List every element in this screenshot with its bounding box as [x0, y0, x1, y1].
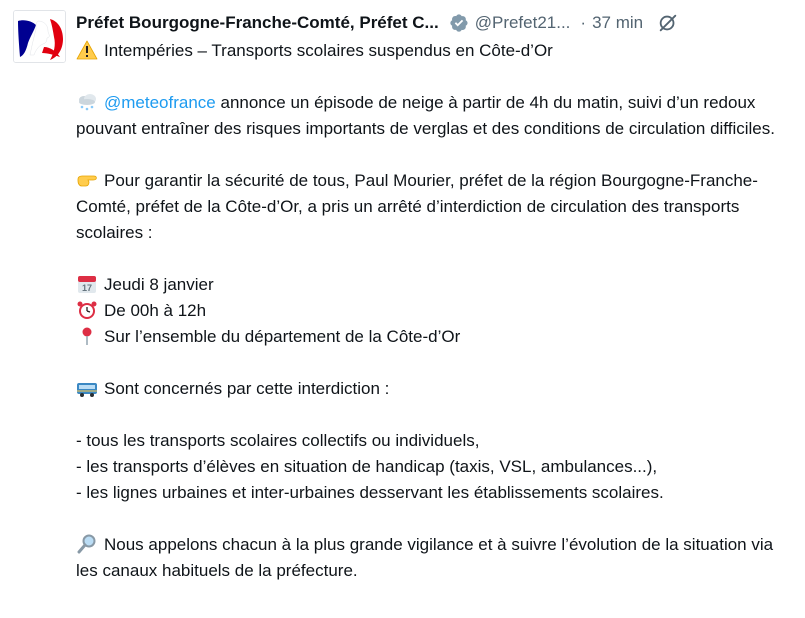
spacer: [76, 350, 796, 376]
avatar[interactable]: [13, 10, 66, 63]
info-location: [76, 324, 796, 350]
calendar-emoji: [76, 274, 98, 294]
bus-emoji: [76, 378, 98, 398]
svg-text:17: 17: [81, 283, 93, 293]
concerned-line: [76, 376, 796, 402]
spacer: [76, 506, 796, 532]
paragraph-decree-text: Pour garantir la sécurité de tous, Paul Mourier, préfet de la région Bourgogne-Franche-Comté, préfet de la Côte-d’Or, a pris un arrêté d’interdiction de circulation des transports scolaires :: [76, 171, 758, 242]
spacer: [76, 402, 796, 428]
spacer: [76, 142, 796, 168]
paragraph-weather-text: annonce un épisode de neige à partir de 4h du matin, suivi d’un redoux pouvant entraîner des risques importants de verglas et des conditions de circulation difficiles.: [76, 93, 775, 138]
info-date: [76, 272, 796, 298]
warning-emoji: [76, 40, 98, 60]
list-item: - tous les transports scolaires collectifs ou individuels,: [76, 431, 480, 450]
info-time-text: De 00h à 12h: [104, 301, 207, 320]
paragraph-closing: [76, 532, 796, 584]
pointing-hand-emoji: [76, 170, 98, 190]
verified-gray-badge-icon[interactable]: [449, 13, 469, 33]
spacer: [76, 246, 796, 272]
headline-line: [76, 38, 796, 64]
snow-cloud-emoji: [76, 92, 98, 112]
round-pin-emoji: [76, 326, 98, 346]
magnifier-emoji: [76, 534, 98, 554]
spacer: [76, 64, 796, 90]
grok-icon[interactable]: [657, 12, 679, 34]
tweet-timestamp[interactable]: 37 min: [592, 13, 644, 32]
marianne-logo-icon: [14, 11, 66, 63]
tweet-body: [76, 38, 796, 584]
headline-text: Intempéries – Transports scolaires suspendus en Côte-d’Or: [104, 41, 553, 60]
header-separator: ·: [580, 13, 587, 32]
paragraph-closing-text: Nous appelons chacun à la plus grande vigilance et à suivre l’évolution de la situation via les canaux habituels de la préfecture.: [76, 535, 774, 580]
paragraph-decree: [76, 168, 796, 246]
info-location-text: Sur l’ensemble du département de la Côte-d’Or: [104, 327, 461, 346]
tweet-header: [76, 10, 679, 36]
author-name[interactable]: Préfet Bourgogne-Franche-Comté, Préfet C...: [76, 13, 439, 32]
info-date-text: Jeudi 8 janvier: [104, 275, 214, 294]
info-time: [76, 298, 796, 324]
alarm-clock-emoji: [76, 300, 98, 320]
concerned-text: Sont concernés par cette interdiction :: [104, 379, 390, 398]
list-item: - les lignes urbaines et inter-urbaines desservant les établissements scolaires.: [76, 483, 664, 502]
author-handle[interactable]: @Prefet21...: [474, 13, 571, 32]
list-item: - les transports d’élèves en situation de handicap (taxis, VSL, ambulances...),: [76, 457, 658, 476]
mention-link[interactable]: @meteofrance: [104, 93, 216, 112]
paragraph-weather: [76, 90, 796, 142]
